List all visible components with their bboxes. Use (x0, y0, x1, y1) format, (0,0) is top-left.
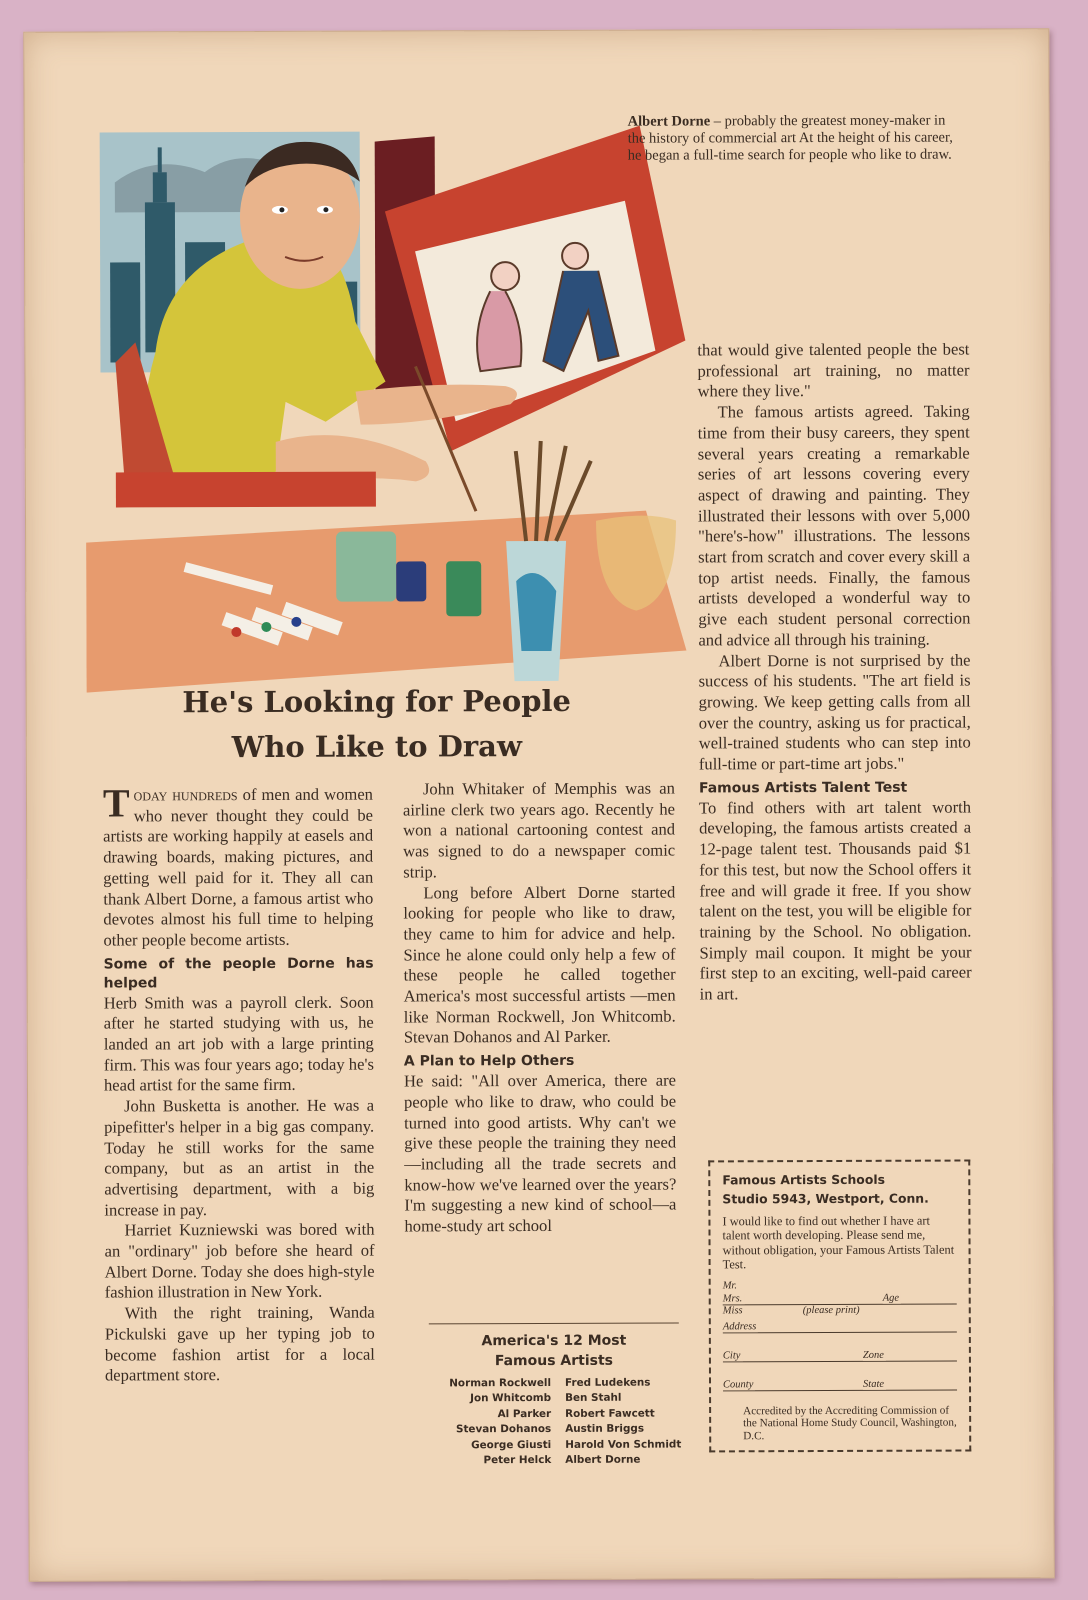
artist-name: Harold Von Schmidt (565, 1438, 682, 1451)
city-field[interactable] (723, 1347, 957, 1362)
headline-line-2: Who Like to Draw (231, 729, 522, 765)
famous-title-line-2: Famous Artists (494, 1352, 614, 1370)
intro-smallcaps: oday hundreds (133, 785, 238, 805)
artist-name: Peter Helck (483, 1453, 552, 1467)
headline-line-1: He's Looking for People (182, 683, 571, 720)
paint-jar (336, 531, 396, 601)
subhead-people-helped: Some of the people Dorne has helped (103, 955, 374, 992)
coupon-age: Age (882, 1292, 900, 1304)
artist-name: George Giusti (471, 1438, 552, 1451)
caption-text: – probably the greatest money-maker in the history of commercial art At the height of his career, he began a full-time search for people who like to draw. (627, 112, 953, 164)
paragraph: The famous artists agreed. Taking time from their busy careers, they spent several years creating a remarkable series of art lessons covering every aspect of drawing and painting. They illustrated their lessons with over 5,000 "here's-how" illustrations. The lessons start from scratch and cover every skill a top artist needs. Finally, the famous artists developed a wonderful way to give each student personal correction and advice all through his training. (697, 401, 971, 650)
magazine-page (23, 28, 1054, 1582)
paragraph: Albert Dorne is not surprised by the success of his students. "The art field is growing. We keep getting calls from all over the country, asking us for practical, well-trained students who can step into full-time or part-time art jobs." (698, 650, 971, 774)
drop-cap: T (102, 780, 130, 826)
famous-title-line-1: America's 12 Most (481, 1332, 627, 1350)
coupon-body: I would like to find out whether I have art talent worth developing. Please send me, without obligation, your Famous Artists Talent Test. (722, 1213, 955, 1272)
name-field[interactable] (723, 1290, 957, 1305)
caption-name: Albert Dorne (627, 113, 711, 130)
paragraph: Long before Albert Dorne started looking for people who like to draw, they came to him for advice and help. Since he alone could only help a few of these people he called together America's most successful artists —men like Norman Rockwell, Jon Whitcomb. Stevan Dohanos and Al Parker. (403, 882, 676, 1047)
paragraph: John Busketta is another. He was a pipefitter's helper in a big gas company. Today he still works for the same company, but as an artist in the advertising department, with a big increase in pay. (104, 1095, 375, 1220)
article-column-2 (403, 779, 677, 1238)
coupon-address: Address (722, 1320, 757, 1332)
article-column-3 (697, 339, 971, 1005)
artist-name: Norman Rockwell (449, 1376, 552, 1390)
coupon-miss: Miss (722, 1304, 743, 1316)
coupon-school: Famous Artists Schools (722, 1171, 885, 1188)
artist-name: Al Parker (497, 1407, 552, 1420)
accreditation-note: Accredited by the Accrediting Commission of the National Home Study Council, Washington, D.C. (743, 1404, 957, 1443)
paragraph: To find others with art talent worth developing, the famous artists created a 12-page talent test. Thousands paid $1 for this test, but now the School offers it free and will grade it free. If you show talent on the test, you will be eligible for training by the School. No obligation. Simply mail coupon. It might be your first step to an exciting, well-paid career in art. (698, 797, 972, 1004)
intro-text: of men and women who never thought they could be artists are working happily at easels and drawing boards, making pictures, and getting well paid for it. They all can thank Albert Dorne, a famous artist who devotes almost his full time to helping other people become artists. (103, 784, 374, 950)
intro-paragraph (102, 780, 374, 952)
coupon-studio: Studio 5943, Westport, Conn. (722, 1190, 929, 1207)
artist-name: Robert Fawcett (565, 1407, 655, 1420)
address-field[interactable] (723, 1318, 957, 1333)
paragraph: Harriet Kuzniewski was bored with an "ordinary" job before she heard of Albert Dorne. Today she does high-style fashion illustration in New York. (104, 1219, 375, 1302)
county-field[interactable] (723, 1376, 957, 1391)
coupon-mrs: Mrs. (722, 1292, 743, 1304)
mail-coupon[interactable] (708, 1159, 971, 1452)
famous-artists-list (401, 1375, 711, 1467)
coupon-zone: Zone (862, 1349, 884, 1361)
paragraph: With the right training, Wanda Pickulski gave up her typing job to become fashion artist for a local department store. (104, 1302, 375, 1385)
paragraph: He said: "All over America, there are people who like to draw, who could be turned into good artists. Why can't we give these people the training they need—including all the trade secrets and know-how we've learned over the years? I'm suggesting a new kind of school—a home-study art school (403, 1070, 677, 1236)
illustration-caption (628, 113, 958, 165)
artist-illustration (85, 90, 707, 692)
artist-name: Fred Ludekens (564, 1376, 651, 1389)
artist-name: Austin Briggs (565, 1422, 645, 1436)
paragraph: John Whitaker of Memphis was an airline clerk two years ago. Recently he won a national cartooning contest and was signed to do a newspaper comic strip. (402, 778, 676, 882)
coupon-city: City (722, 1349, 741, 1361)
artist-name: Jon Whitcomb (470, 1392, 552, 1405)
coupon-mr: Mr. (722, 1279, 737, 1291)
artist-name: Stevan Dohanos (455, 1423, 552, 1436)
coupon-miss-row (723, 1304, 957, 1317)
paragraph: that would give talented people the best professional art training, no matter where they live." (697, 339, 970, 401)
headline (107, 679, 647, 771)
artist-name: Ben Stahl (565, 1392, 622, 1405)
paragraph: Herb Smith was a payroll clerk. Soon after he started studying with us, he landed an art job with a large printing firm. This was four years ago; today he's head artist for the same firm. (103, 992, 374, 1095)
coupon-title-options (723, 1279, 957, 1291)
artist-name: Albert Dorne (565, 1453, 641, 1466)
subhead-plan: A Plan to Help Others (403, 1053, 575, 1070)
divider (429, 1323, 679, 1325)
coupon-state: State (863, 1378, 885, 1390)
coupon-county: County (723, 1378, 754, 1390)
article-column-1 (102, 780, 375, 1387)
coupon-please-print: (please print) (802, 1304, 860, 1316)
subhead-talent-test: Famous Artists Talent Test (698, 779, 908, 797)
famous-artists-title (409, 1330, 699, 1371)
